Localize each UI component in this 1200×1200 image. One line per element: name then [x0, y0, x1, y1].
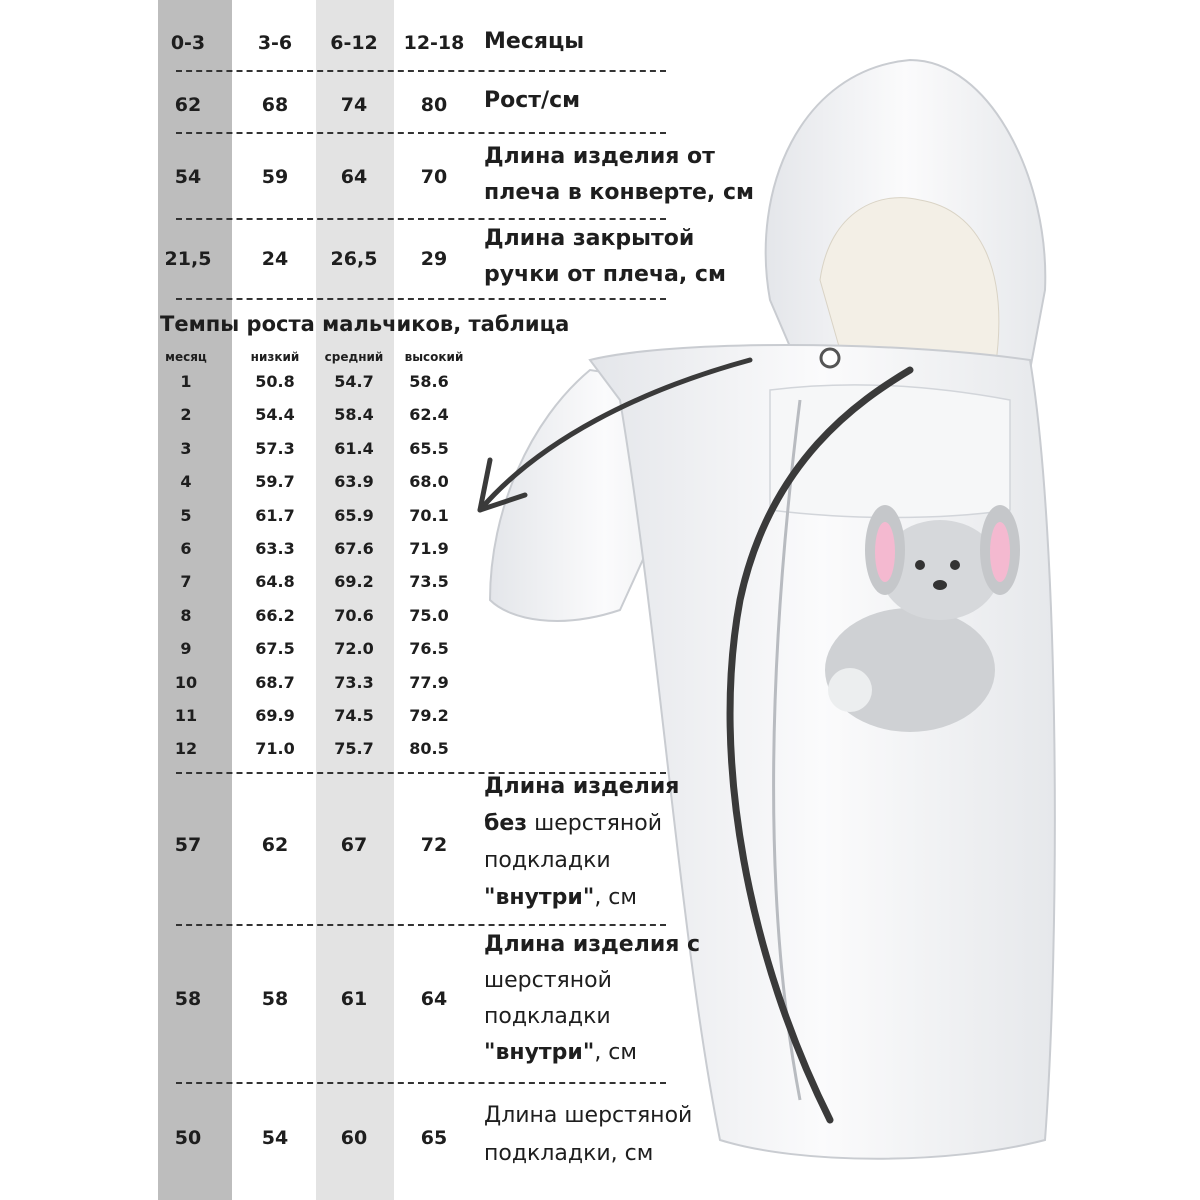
without-lining-inside: "внутри" — [484, 885, 595, 910]
growth-cell-month: 12 — [174, 739, 198, 759]
growth-cell-month: 4 — [180, 472, 192, 492]
sleeve-length-value: 24 — [261, 248, 289, 270]
growth-cell-low: 57.3 — [255, 438, 295, 458]
divider — [176, 924, 666, 926]
divider — [176, 70, 666, 72]
with-lining-unit: , см — [594, 1040, 637, 1065]
growth-cell-high: 58.6 — [409, 372, 449, 391]
growth-cell-month: 9 — [180, 639, 192, 659]
growth-cell-month: 5 — [180, 505, 192, 525]
growth-cell-mid: 72.0 — [334, 639, 374, 659]
without-lining-value: 57 — [174, 834, 202, 856]
growth-cell-mid: 61.4 — [334, 438, 374, 458]
growth-cell-high: 68.0 — [409, 472, 449, 492]
growth-cell-high: 76.5 — [409, 639, 449, 659]
growth-table-title: Темпы роста мальчиков, таблица — [160, 312, 570, 336]
divider — [176, 298, 666, 300]
growth-cell-mid: 67.6 — [334, 539, 374, 558]
growth-cell-mid: 65.9 — [334, 505, 374, 525]
without-lining-line2 — [484, 806, 662, 842]
growth-cell-mid: 74.5 — [334, 706, 374, 725]
sleeve-length-value: 29 — [420, 248, 448, 270]
months-12-18: 12-18 — [403, 32, 465, 54]
growth-cell-mid: 73.3 — [334, 672, 374, 692]
growth-cell-low: 67.5 — [255, 639, 295, 659]
growth-cell-high: 65.5 — [409, 438, 449, 458]
with-lining-inside: "внутри" — [484, 1040, 595, 1065]
growth-cell-low: 71.0 — [255, 739, 295, 759]
growth-header-mid: средний — [324, 350, 384, 364]
growth-cell-month: 7 — [180, 572, 192, 592]
growth-cell-mid: 70.6 — [334, 605, 374, 625]
months-0-3: 0-3 — [170, 32, 206, 54]
with-lining-line3: подкладки — [484, 1004, 611, 1029]
growth-cell-low: 66.2 — [255, 605, 295, 625]
growth-cell-month: 8 — [180, 605, 192, 625]
without-lining-line3: подкладки — [484, 848, 611, 873]
without-lining-line1: Длина изделия — [484, 774, 680, 799]
growth-header-low: низкий — [250, 350, 300, 364]
without-lining-bold: без — [484, 811, 528, 836]
growth-cell-high: 75.0 — [409, 605, 449, 625]
envelope-length-value: 70 — [420, 166, 448, 188]
with-lining-line4 — [484, 1035, 637, 1071]
lining-value: 60 — [340, 1127, 368, 1149]
lining-value: 65 — [420, 1127, 448, 1149]
growth-header-high: высокий — [404, 350, 464, 364]
divider — [176, 1082, 666, 1084]
growth-cell-month: 1 — [180, 372, 192, 391]
without-lining-rest: шерстяной — [527, 811, 662, 836]
height-value: 62 — [174, 94, 202, 116]
growth-cell-mid: 54.7 — [334, 372, 374, 391]
sleeve-length-value: 21,5 — [164, 248, 212, 270]
bib — [770, 385, 1010, 518]
growth-cell-mid: 63.9 — [334, 472, 374, 492]
lining-line2: подкладки, см — [484, 1141, 654, 1166]
snap-button — [821, 349, 839, 367]
sleeve-length-value: 26,5 — [330, 248, 378, 270]
with-lining-line2: шерстяной — [484, 968, 612, 993]
growth-cell-month: 6 — [180, 539, 192, 558]
lining-line1: Длина шерстяной — [484, 1103, 693, 1128]
growth-cell-month: 3 — [180, 438, 192, 458]
growth-cell-month: 2 — [180, 405, 192, 425]
growth-cell-month: 10 — [174, 672, 198, 692]
with-lining-value: 58 — [261, 988, 289, 1010]
envelope-length-value: 59 — [261, 166, 289, 188]
without-lining-value: 67 — [340, 834, 368, 856]
growth-cell-mid: 75.7 — [334, 739, 374, 759]
growth-header-month: месяц — [165, 350, 207, 364]
growth-cell-high: 62.4 — [409, 405, 449, 425]
height-label: Рост/см — [484, 88, 581, 113]
growth-cell-high: 77.9 — [409, 672, 449, 692]
growth-cell-low: 50.8 — [255, 372, 295, 391]
months-6-12: 6-12 — [330, 32, 378, 54]
without-lining-value: 72 — [420, 834, 448, 856]
envelope-length-value: 54 — [174, 166, 202, 188]
without-lining-unit: , см — [594, 885, 637, 910]
months-label: Месяцы — [484, 29, 585, 54]
sleeve-label-line2: ручки от плеча, см — [484, 262, 726, 287]
growth-cell-low: 54.4 — [255, 405, 295, 425]
divider — [176, 218, 666, 220]
envelope-length-value: 64 — [340, 166, 368, 188]
with-lining-line1: Длина изделия с — [484, 932, 701, 957]
with-lining-value: 64 — [420, 988, 448, 1010]
growth-cell-high: 70.1 — [409, 505, 449, 525]
growth-cell-low: 61.7 — [255, 505, 295, 525]
growth-cell-mid: 58.4 — [334, 405, 374, 425]
growth-cell-low: 63.3 — [255, 539, 295, 558]
envelope-label-line1: Длина изделия от — [484, 144, 715, 169]
lining-value: 50 — [174, 1127, 202, 1149]
with-lining-value: 58 — [174, 988, 202, 1010]
months-3-6: 3-6 — [257, 32, 293, 54]
lining-value: 54 — [261, 1127, 289, 1149]
with-lining-value: 61 — [340, 988, 368, 1010]
growth-cell-low: 64.8 — [255, 572, 295, 592]
envelope-label-line2: плеча в конверте, см — [484, 180, 754, 205]
growth-cell-mid: 69.2 — [334, 572, 374, 592]
growth-cell-low: 59.7 — [255, 472, 295, 492]
growth-cell-high: 80.5 — [409, 739, 449, 759]
growth-cell-high: 73.5 — [409, 572, 449, 592]
height-value: 68 — [261, 94, 289, 116]
growth-cell-low: 68.7 — [255, 672, 295, 692]
height-value: 74 — [340, 94, 368, 116]
growth-cell-high: 71.9 — [409, 539, 449, 558]
without-lining-value: 62 — [261, 834, 289, 856]
height-value: 80 — [420, 94, 448, 116]
without-lining-line4 — [484, 880, 637, 916]
growth-cell-month: 11 — [174, 706, 198, 725]
growth-cell-high: 79.2 — [409, 706, 449, 725]
growth-cell-low: 69.9 — [255, 706, 295, 725]
divider — [176, 132, 666, 134]
sleeve-label-line1: Длина закрытой — [484, 226, 695, 251]
